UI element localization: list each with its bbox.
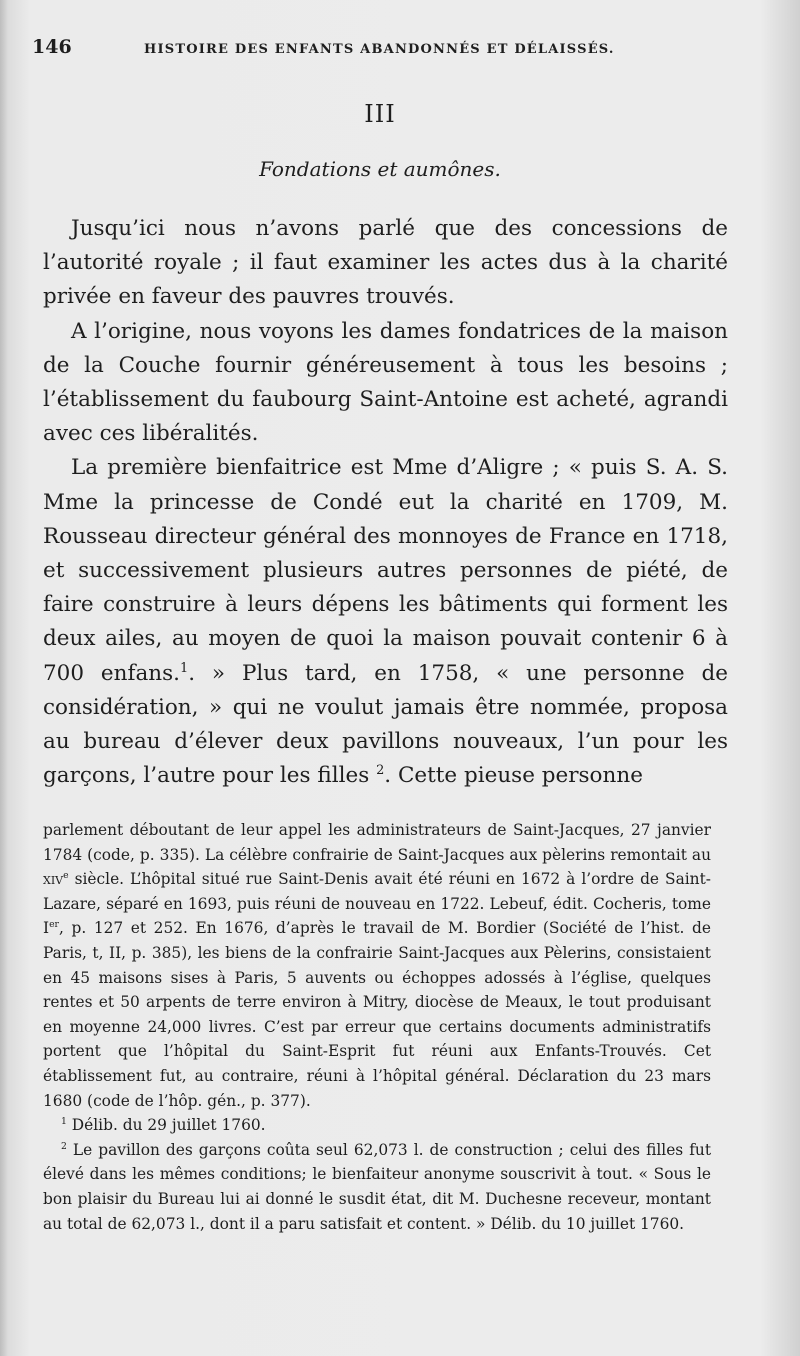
footnote-reference: 1 bbox=[179, 660, 189, 676]
footnote-reference: 2 bbox=[376, 763, 385, 779]
paragraph-text: . » Plus tard, en 1758, « une personne de considération, » qui ne voulut jamais être nommée, proposa au bureau d’élever deux pavillons nouveaux, l’un pour les garçons, l’autre pour les filles bbox=[43, 660, 728, 789]
section-title: Fondations et aumônes. bbox=[259, 157, 501, 181]
footnote-text: siècle. L’hôpital situé rue Saint-Denis avait été réuni en 1672 à l’ordre de Saint-Lazare, séparé en 1693, puis réuni de nouveau en 1722. Lebeuf, édit. Cocheris, tome I bbox=[43, 870, 711, 938]
paragraph-text: La première bienfaitrice est Mme d’Aligre ; « puis S. A. S. Mme la princesse de Condé eut la charité en 1709, M. Rousseau directeur général des monnoyes de France en 1718, et successivement plusieurs autres personnes de piété, de faire construire à leurs dépens les bâtiments qui forment les deux ailes, au moyen de quoi la maison pouvait contenir 6 à 700 enfans. bbox=[43, 455, 728, 686]
page-number: 146 bbox=[32, 36, 72, 58]
footnote-text: xiv bbox=[43, 870, 64, 889]
footnote-continuation bbox=[43, 818, 711, 1113]
footnote-2 bbox=[43, 1138, 711, 1236]
footnote-text: , p. 127 et 252. En 1676, d’après le travail de M. Bordier (Société de l’hist. de Paris, t, II, p. 385), les biens de la confrairie Saint-Jacques aux Pèlerins, consistaient en 45 maisons sises à Paris, 5 auvents ou échoppes adossés à l’église, quelques rentes et 50 arpents de terre environ à Mitry, diocèse de Meaux, le tout produisant en moyenne 24,000 livres. C’est par erreur que certains documents administratifs portent que l’hôpital du Saint-Esprit fut réuni aux Enfants-Trouvés. Cet établissement fut, au contraire, réuni à l’hôpital général. Déclaration du 23 mars 1680 (code de l’hôp. gén., p. 377). bbox=[43, 919, 711, 1110]
footnote-marker: 2 bbox=[61, 1140, 67, 1152]
section-numeral: III bbox=[364, 100, 396, 128]
footnotes bbox=[43, 818, 711, 1236]
paragraph bbox=[43, 451, 728, 793]
footnote-superscript: e bbox=[63, 870, 69, 882]
footnote-1 bbox=[43, 1113, 711, 1138]
paragraph-text: . Cette pieuse personne bbox=[384, 763, 643, 789]
main-text bbox=[43, 212, 728, 793]
footnote-text: Délib. du 29 juillet 1760. bbox=[71, 1116, 266, 1135]
footnote-text: Le pavillon des garçons coûta seul 62,073 l. de construction ; celui des filles fut élevé dans les mêmes conditions; le bienfaiteur anonyme souscrivit à tout. « Sous le bon plaisir du Bureau lui ai donné le susdit état, dit M. Duchesne receveur, montant au total de 62,073 l., dont il a paru satisfait et content. » Délib. du 10 juillet 1760. bbox=[43, 1140, 711, 1233]
footnote-text: parlement déboutant de leur appel les administrateurs de Saint-Jacques, 27 janvier 1784 (code, p. 335). La célèbre confrairie de Saint-Jacques aux pèlerins remontait au bbox=[43, 821, 711, 864]
page-header bbox=[32, 36, 750, 60]
footnote-marker: 1 bbox=[61, 1116, 67, 1127]
running-head: HISTOIRE DES ENFANTS ABANDONNÉS ET DÉLAISSÉS. bbox=[144, 42, 615, 57]
paragraph: A l’origine, nous voyons les dames fondatrices de la maison de la Couche fournir généreusement à tous les besoins ; l’établissement du faubourg Saint-Antoine est acheté, agrandi avec ces libéralités. bbox=[43, 318, 728, 447]
paragraph: Jusqu’ici nous n’avons parlé que des concessions de l’autorité royale ; il faut examiner les actes dus à la charité privée en faveur des pauvres trouvés. bbox=[43, 216, 728, 310]
footnote-superscript: er bbox=[49, 919, 59, 931]
